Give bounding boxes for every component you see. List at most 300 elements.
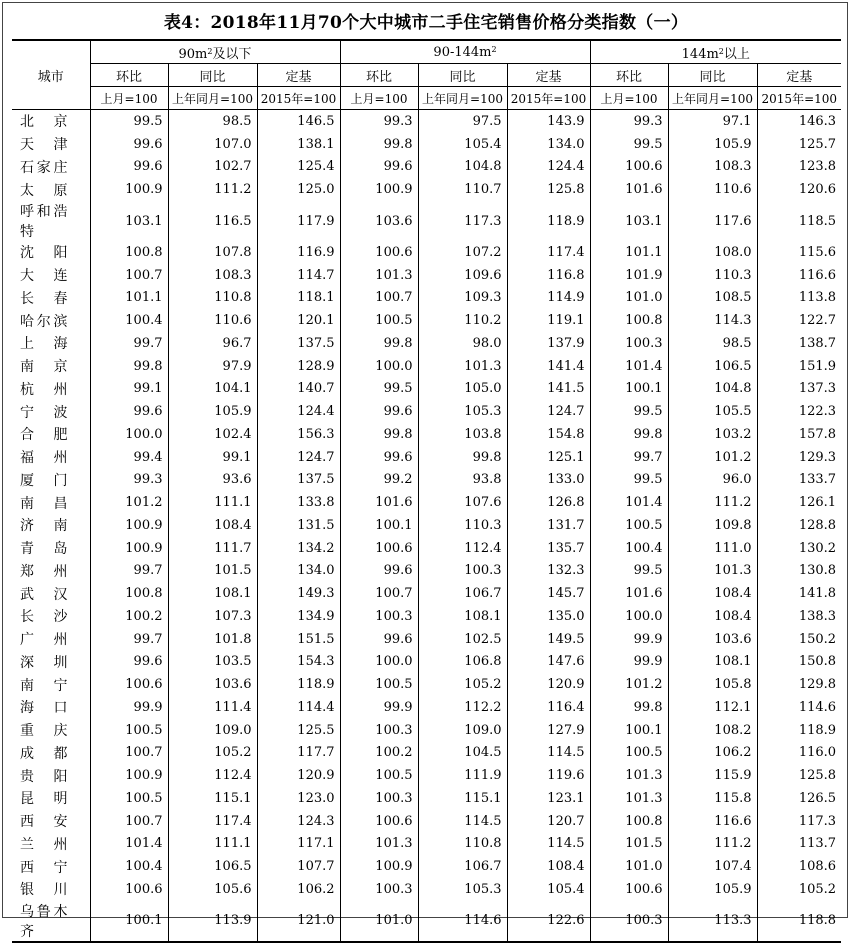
base-header-fixed: 2015年=100 <box>507 87 590 110</box>
value-cell: 101.0 <box>590 855 668 878</box>
value-cell: 100.4 <box>590 537 668 560</box>
value-cell: 99.4 <box>90 446 168 469</box>
value-cell: 97.1 <box>668 110 757 133</box>
value-cell: 118.9 <box>507 201 590 241</box>
value-cell: 100.9 <box>90 537 168 560</box>
value-cell: 101.2 <box>590 673 668 696</box>
value-cell: 110.6 <box>168 309 257 332</box>
value-cell: 108.6 <box>757 855 841 878</box>
value-cell: 99.9 <box>590 651 668 674</box>
value-cell: 100.0 <box>340 651 418 674</box>
value-cell: 99.3 <box>90 469 168 492</box>
value-cell: 108.4 <box>168 514 257 537</box>
value-cell: 99.9 <box>340 696 418 719</box>
value-cell: 103.6 <box>340 201 418 241</box>
value-cell: 154.3 <box>257 651 340 674</box>
price-index-table <box>12 39 841 943</box>
value-cell: 126.5 <box>757 787 841 810</box>
value-cell: 110.3 <box>668 264 757 287</box>
value-cell: 102.5 <box>418 628 507 651</box>
value-cell: 100.9 <box>90 514 168 537</box>
value-cell: 101.3 <box>590 764 668 787</box>
value-cell: 107.4 <box>668 855 757 878</box>
base-header-mom: 上月=100 <box>340 87 418 110</box>
value-cell: 150.8 <box>757 651 841 674</box>
value-cell: 100.1 <box>340 514 418 537</box>
value-cell: 151.9 <box>757 355 841 378</box>
value-cell: 106.2 <box>257 878 340 901</box>
value-cell: 102.7 <box>168 156 257 179</box>
value-cell: 99.8 <box>340 332 418 355</box>
value-cell: 99.6 <box>90 400 168 423</box>
city-cell: 福州 <box>20 450 68 467</box>
value-cell: 100.7 <box>90 742 168 765</box>
city-header: 城市 <box>12 40 90 110</box>
value-cell: 114.6 <box>757 696 841 719</box>
base-header-fixed: 2015年=100 <box>257 87 340 110</box>
value-cell: 101.6 <box>590 582 668 605</box>
value-cell: 100.4 <box>90 309 168 332</box>
value-cell: 100.9 <box>340 178 418 201</box>
value-cell: 100.1 <box>90 901 168 942</box>
value-cell: 96.7 <box>168 332 257 355</box>
value-cell: 100.8 <box>590 309 668 332</box>
value-cell: 101.1 <box>590 241 668 264</box>
value-cell: 141.8 <box>757 582 841 605</box>
value-cell: 97.9 <box>168 355 257 378</box>
value-cell: 107.8 <box>168 241 257 264</box>
value-cell: 99.6 <box>340 400 418 423</box>
value-cell: 109.0 <box>168 719 257 742</box>
value-cell: 99.6 <box>90 133 168 156</box>
value-cell: 100.2 <box>340 742 418 765</box>
value-cell: 101.4 <box>590 491 668 514</box>
value-cell: 99.7 <box>590 446 668 469</box>
value-cell: 100.6 <box>590 156 668 179</box>
city-cell: 西安 <box>20 814 68 831</box>
value-cell: 125.1 <box>507 446 590 469</box>
value-cell: 146.5 <box>257 110 340 133</box>
value-cell: 126.8 <box>507 491 590 514</box>
value-cell: 110.2 <box>418 309 507 332</box>
sub-header-yoy: 同比 <box>418 64 507 87</box>
value-cell: 107.2 <box>418 241 507 264</box>
table-body <box>12 110 841 942</box>
value-cell: 120.1 <box>257 309 340 332</box>
value-cell: 100.9 <box>340 855 418 878</box>
value-cell: 115.8 <box>668 787 757 810</box>
value-cell: 100.3 <box>590 332 668 355</box>
city-cell: 重庆 <box>20 723 68 740</box>
value-cell: 124.4 <box>507 156 590 179</box>
value-cell: 110.8 <box>168 287 257 310</box>
value-cell: 143.9 <box>507 110 590 133</box>
value-cell: 103.1 <box>90 201 168 241</box>
value-cell: 115.6 <box>757 241 841 264</box>
value-cell: 100.8 <box>90 582 168 605</box>
value-cell: 99.8 <box>340 133 418 156</box>
value-cell: 141.5 <box>507 378 590 401</box>
value-cell: 108.1 <box>668 651 757 674</box>
table-row <box>12 742 841 765</box>
value-cell: 105.2 <box>418 673 507 696</box>
value-cell: 99.8 <box>340 423 418 446</box>
value-cell: 100.3 <box>418 560 507 583</box>
value-cell: 99.8 <box>590 696 668 719</box>
value-cell: 100.3 <box>340 787 418 810</box>
base-header-yoy: 上年同月=100 <box>668 87 757 110</box>
value-cell: 109.8 <box>668 514 757 537</box>
value-cell: 101.2 <box>90 491 168 514</box>
value-cell: 117.4 <box>168 810 257 833</box>
value-cell: 119.6 <box>507 764 590 787</box>
value-cell: 105.3 <box>418 400 507 423</box>
value-cell: 117.7 <box>257 742 340 765</box>
value-cell: 100.4 <box>90 855 168 878</box>
value-cell: 138.1 <box>257 133 340 156</box>
value-cell: 105.2 <box>168 742 257 765</box>
value-cell: 100.6 <box>340 241 418 264</box>
value-cell: 121.0 <box>257 901 340 942</box>
value-cell: 104.8 <box>668 378 757 401</box>
value-cell: 131.5 <box>257 514 340 537</box>
value-cell: 114.7 <box>257 264 340 287</box>
value-cell: 137.5 <box>257 469 340 492</box>
value-cell: 99.8 <box>590 423 668 446</box>
value-cell: 96.0 <box>668 469 757 492</box>
value-cell: 101.6 <box>340 491 418 514</box>
value-cell: 145.7 <box>507 582 590 605</box>
value-cell: 125.7 <box>757 133 841 156</box>
value-cell: 100.6 <box>90 673 168 696</box>
value-cell: 137.5 <box>257 332 340 355</box>
value-cell: 103.6 <box>168 673 257 696</box>
value-cell: 106.5 <box>668 355 757 378</box>
table-row <box>12 332 841 355</box>
value-cell: 100.3 <box>590 901 668 942</box>
value-cell: 99.6 <box>340 628 418 651</box>
city-cell: 哈尔滨 <box>20 313 68 330</box>
table-row <box>12 133 841 156</box>
sub-header-fixed: 定基 <box>257 64 340 87</box>
value-cell: 115.9 <box>668 764 757 787</box>
value-cell: 127.9 <box>507 719 590 742</box>
value-cell: 133.7 <box>757 469 841 492</box>
value-cell: 123.0 <box>257 787 340 810</box>
table-row <box>12 537 841 560</box>
value-cell: 118.5 <box>757 201 841 241</box>
value-cell: 109.0 <box>418 719 507 742</box>
value-cell: 99.5 <box>340 378 418 401</box>
table-row <box>12 605 841 628</box>
value-cell: 117.1 <box>257 833 340 856</box>
value-cell: 101.8 <box>168 628 257 651</box>
value-cell: 117.6 <box>668 201 757 241</box>
city-cell: 银川 <box>20 882 68 899</box>
value-cell: 103.2 <box>668 423 757 446</box>
value-cell: 99.6 <box>340 446 418 469</box>
table-title: 表4：2018年11月70个大中城市二手住宅销售价格分类指数（一） <box>163 13 689 33</box>
value-cell: 134.0 <box>257 560 340 583</box>
value-cell: 101.9 <box>590 264 668 287</box>
table-row <box>12 651 841 674</box>
value-cell: 124.4 <box>257 400 340 423</box>
value-cell: 100.5 <box>340 309 418 332</box>
value-cell: 99.5 <box>90 110 168 133</box>
sub-header-yoy: 同比 <box>668 64 757 87</box>
sub-header-mom: 环比 <box>90 64 168 87</box>
value-cell: 114.9 <box>507 287 590 310</box>
city-cell: 沈阳 <box>20 245 68 262</box>
value-cell: 111.9 <box>418 764 507 787</box>
city-cell: 天津 <box>20 137 68 154</box>
table-row <box>12 201 841 241</box>
value-cell: 93.8 <box>418 469 507 492</box>
city-cell: 海口 <box>20 700 68 717</box>
value-cell: 105.6 <box>168 878 257 901</box>
sub-header-fixed: 定基 <box>757 64 841 87</box>
value-cell: 128.9 <box>257 355 340 378</box>
table-row <box>12 378 841 401</box>
value-cell: 99.3 <box>590 110 668 133</box>
city-cell: 长沙 <box>20 609 68 626</box>
value-cell: 132.3 <box>507 560 590 583</box>
value-cell: 129.3 <box>757 446 841 469</box>
value-cell: 109.6 <box>418 264 507 287</box>
value-cell: 104.1 <box>168 378 257 401</box>
value-cell: 101.0 <box>340 901 418 942</box>
value-cell: 108.4 <box>668 582 757 605</box>
table-row <box>12 514 841 537</box>
value-cell: 149.5 <box>507 628 590 651</box>
sub-header-mom: 环比 <box>340 64 418 87</box>
table-row <box>12 696 841 719</box>
value-cell: 101.4 <box>90 833 168 856</box>
city-cell: 石家庄 <box>20 159 68 176</box>
value-cell: 100.0 <box>340 355 418 378</box>
value-cell: 99.8 <box>90 355 168 378</box>
value-cell: 112.2 <box>418 696 507 719</box>
value-cell: 111.7 <box>168 537 257 560</box>
value-cell: 130.8 <box>757 560 841 583</box>
value-cell: 105.2 <box>757 878 841 901</box>
value-cell: 103.6 <box>668 628 757 651</box>
value-cell: 105.4 <box>507 878 590 901</box>
city-cell: 乌鲁木齐 <box>12 901 90 942</box>
table-row <box>12 901 841 942</box>
city-cell: 济南 <box>20 518 68 535</box>
value-cell: 107.3 <box>168 605 257 628</box>
table-row <box>12 309 841 332</box>
value-cell: 147.6 <box>507 651 590 674</box>
value-cell: 129.8 <box>757 673 841 696</box>
value-cell: 125.8 <box>757 764 841 787</box>
value-cell: 108.4 <box>507 855 590 878</box>
value-cell: 106.2 <box>668 742 757 765</box>
value-cell: 99.7 <box>90 628 168 651</box>
value-cell: 114.5 <box>418 810 507 833</box>
city-cell: 广州 <box>20 632 68 649</box>
value-cell: 106.8 <box>418 651 507 674</box>
value-cell: 99.8 <box>418 446 507 469</box>
value-cell: 112.4 <box>418 537 507 560</box>
value-cell: 105.4 <box>418 133 507 156</box>
city-cell: 昆明 <box>20 791 68 808</box>
city-cell: 南宁 <box>20 677 68 694</box>
value-cell: 99.5 <box>590 133 668 156</box>
value-cell: 108.2 <box>668 719 757 742</box>
value-cell: 101.1 <box>90 287 168 310</box>
base-header-yoy: 上年同月=100 <box>418 87 507 110</box>
value-cell: 114.4 <box>257 696 340 719</box>
value-cell: 102.4 <box>168 423 257 446</box>
value-cell: 138.7 <box>757 332 841 355</box>
table-row <box>12 855 841 878</box>
table-row <box>12 764 841 787</box>
value-cell: 104.5 <box>418 742 507 765</box>
value-cell: 99.6 <box>90 651 168 674</box>
table-row <box>12 628 841 651</box>
value-cell: 149.3 <box>257 582 340 605</box>
value-cell: 97.5 <box>418 110 507 133</box>
value-cell: 120.6 <box>757 178 841 201</box>
value-cell: 101.3 <box>590 787 668 810</box>
table-row <box>12 355 841 378</box>
value-cell: 106.7 <box>418 582 507 605</box>
value-cell: 116.5 <box>168 201 257 241</box>
value-cell: 110.7 <box>418 178 507 201</box>
value-cell: 99.1 <box>168 446 257 469</box>
value-cell: 105.9 <box>668 133 757 156</box>
city-cell: 南京 <box>20 359 68 376</box>
value-cell: 125.0 <box>257 178 340 201</box>
value-cell: 154.8 <box>507 423 590 446</box>
value-cell: 105.8 <box>668 673 757 696</box>
value-cell: 107.0 <box>168 133 257 156</box>
sub-header-mom: 环比 <box>590 64 668 87</box>
base-header-fixed: 2015年=100 <box>757 87 841 110</box>
city-cell: 大连 <box>20 268 68 285</box>
table-row <box>12 110 841 133</box>
sub-header-fixed: 定基 <box>507 64 590 87</box>
value-cell: 117.3 <box>418 201 507 241</box>
value-cell: 107.6 <box>418 491 507 514</box>
value-cell: 100.3 <box>340 719 418 742</box>
table-row <box>12 673 841 696</box>
value-cell: 107.7 <box>257 855 340 878</box>
table-row <box>12 469 841 492</box>
value-cell: 115.1 <box>418 787 507 810</box>
city-cell: 北京 <box>20 114 68 131</box>
value-cell: 101.4 <box>590 355 668 378</box>
city-cell: 杭州 <box>20 381 68 398</box>
value-cell: 111.4 <box>168 696 257 719</box>
value-cell: 111.1 <box>168 833 257 856</box>
value-cell: 137.9 <box>507 332 590 355</box>
value-cell: 112.1 <box>668 696 757 719</box>
value-cell: 125.8 <box>507 178 590 201</box>
value-cell: 99.5 <box>590 469 668 492</box>
value-cell: 108.0 <box>668 241 757 264</box>
base-header-mom: 上月=100 <box>90 87 168 110</box>
value-cell: 120.9 <box>257 764 340 787</box>
value-cell: 113.8 <box>757 287 841 310</box>
table-row <box>12 787 841 810</box>
value-cell: 99.9 <box>590 628 668 651</box>
value-cell: 117.4 <box>507 241 590 264</box>
value-cell: 120.7 <box>507 810 590 833</box>
value-cell: 98.0 <box>418 332 507 355</box>
value-cell: 100.5 <box>590 742 668 765</box>
value-cell: 100.7 <box>340 582 418 605</box>
value-cell: 99.9 <box>90 696 168 719</box>
value-cell: 133.0 <box>507 469 590 492</box>
value-cell: 100.1 <box>590 378 668 401</box>
table-row <box>12 178 841 201</box>
value-cell: 118.8 <box>757 901 841 942</box>
value-cell: 100.3 <box>340 605 418 628</box>
value-cell: 101.3 <box>340 264 418 287</box>
value-cell: 116.8 <box>507 264 590 287</box>
city-cell: 武汉 <box>20 586 68 603</box>
value-cell: 100.8 <box>590 810 668 833</box>
value-cell: 100.5 <box>340 764 418 787</box>
value-cell: 113.3 <box>668 901 757 942</box>
value-cell: 100.6 <box>340 537 418 560</box>
value-cell: 99.3 <box>340 110 418 133</box>
value-cell: 100.3 <box>340 878 418 901</box>
city-cell: 青岛 <box>20 541 68 558</box>
city-cell: 西宁 <box>20 859 68 876</box>
value-cell: 135.7 <box>507 537 590 560</box>
value-cell: 99.1 <box>90 378 168 401</box>
value-cell: 100.6 <box>590 878 668 901</box>
value-cell: 120.9 <box>507 673 590 696</box>
value-cell: 118.9 <box>757 719 841 742</box>
table-row <box>12 287 841 310</box>
value-cell: 100.5 <box>590 514 668 537</box>
value-cell: 108.3 <box>668 156 757 179</box>
city-cell: 合肥 <box>20 427 68 444</box>
base-header-mom: 上月=100 <box>590 87 668 110</box>
table-row <box>12 423 841 446</box>
value-cell: 99.7 <box>90 332 168 355</box>
value-cell: 114.3 <box>668 309 757 332</box>
table-row <box>12 810 841 833</box>
value-cell: 134.0 <box>507 133 590 156</box>
table-header <box>12 40 841 110</box>
city-cell: 上海 <box>20 336 68 353</box>
value-cell: 101.3 <box>668 560 757 583</box>
value-cell: 113.7 <box>757 833 841 856</box>
value-cell: 123.1 <box>507 787 590 810</box>
base-header-yoy: 上年同月=100 <box>168 87 257 110</box>
group-header-large: $144m^2$以上 <box>590 40 841 64</box>
value-cell: 98.5 <box>668 332 757 355</box>
value-cell: 118.1 <box>257 287 340 310</box>
value-cell: 100.8 <box>90 241 168 264</box>
value-cell: 98.5 <box>168 110 257 133</box>
city-cell: 贵阳 <box>20 768 68 785</box>
value-cell: 109.3 <box>418 287 507 310</box>
value-cell: 101.5 <box>168 560 257 583</box>
value-cell: 105.0 <box>418 378 507 401</box>
value-cell: 105.9 <box>668 878 757 901</box>
city-cell: 宁波 <box>20 404 68 421</box>
value-cell: 141.4 <box>507 355 590 378</box>
value-cell: 130.2 <box>757 537 841 560</box>
value-cell: 108.1 <box>168 582 257 605</box>
